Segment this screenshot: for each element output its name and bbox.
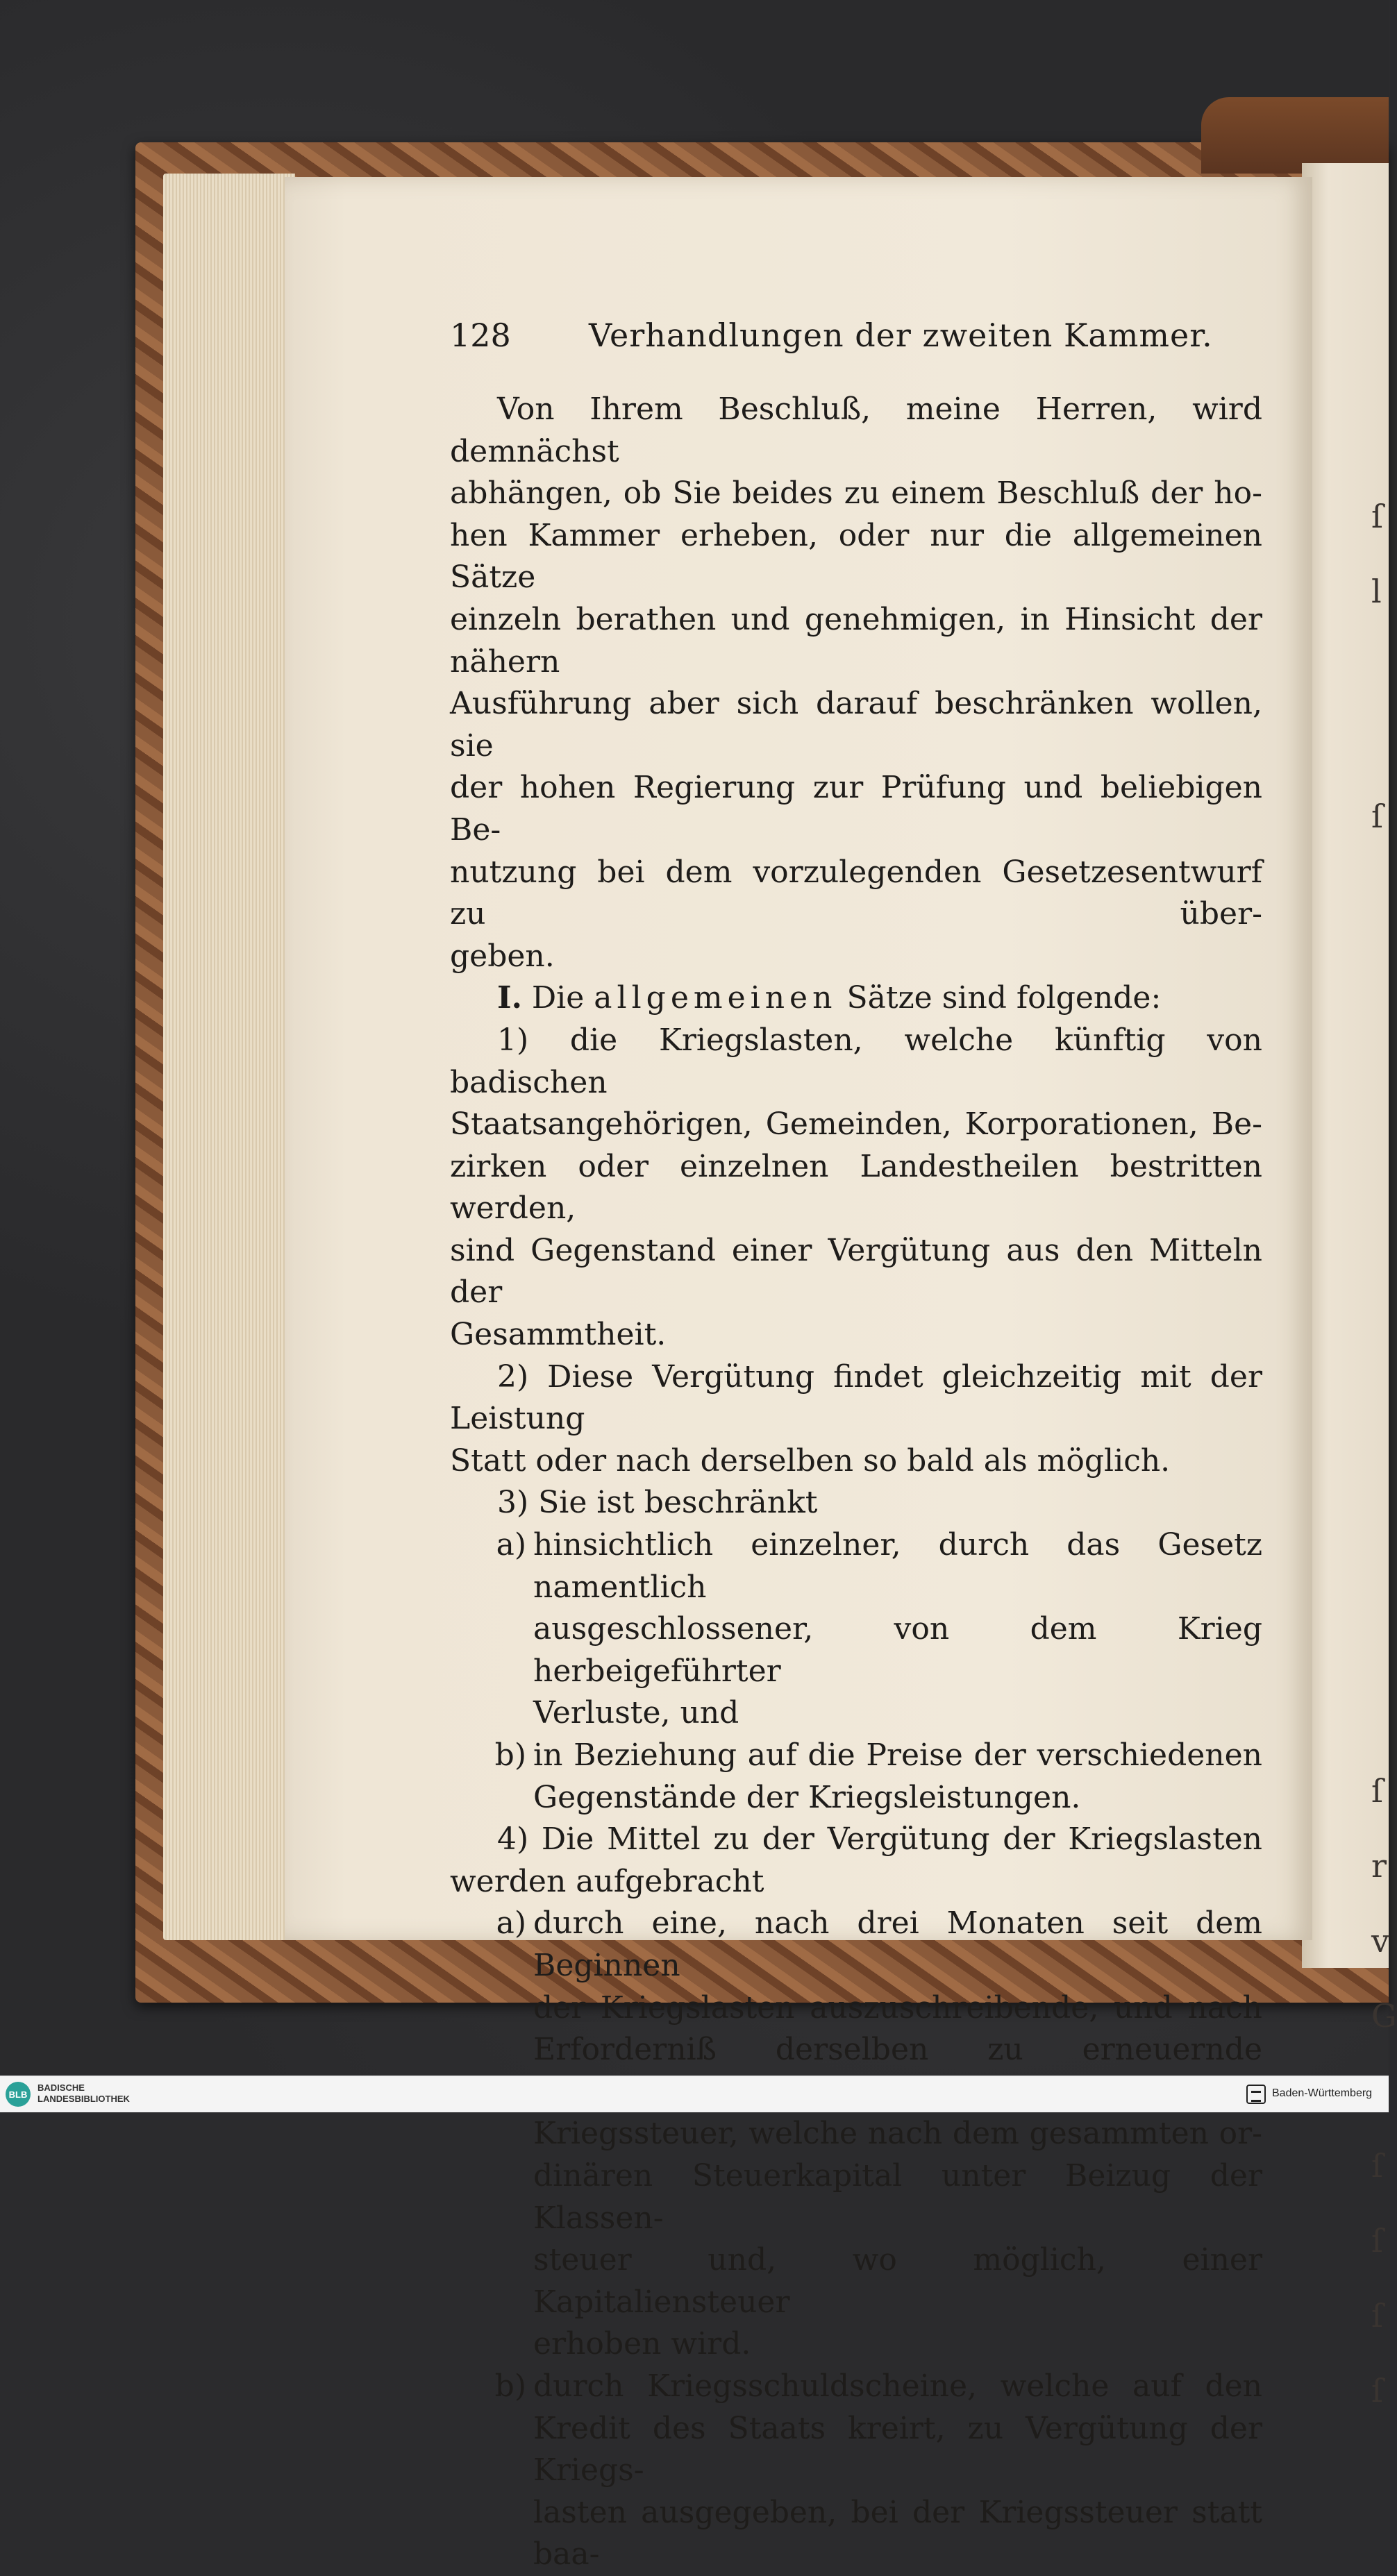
item-label: a)	[496, 1905, 526, 1942]
text-line: sind Gegenstand einer Vergütung aus den Mitteln der	[450, 1232, 1262, 1311]
text-line: durch eine, nach drei Monaten seit dem Beginnen	[533, 1905, 1262, 1983]
text-line: nutzung bei dem vorzulegenden Gesetzesentwurf zu über-	[450, 854, 1262, 932]
section-pre: Die	[531, 980, 585, 1016]
text-line: Von Ihrem Beschluß, meine Herren, wird demnächst	[450, 392, 1262, 469]
library-name-line2: LANDESBIBLIOTHEK	[37, 2094, 130, 2104]
text-line: Gegenstände der Kriegsleistungen.	[533, 1779, 1081, 1815]
bw-coat-of-arms-icon[interactable]	[1246, 2085, 1266, 2104]
item-3: 3) Sie ist beschränkt	[497, 1485, 818, 1521]
text-line: 2) Diese Vergütung findet gleichzeitig mit der Leistung	[450, 1358, 1262, 1437]
intro-paragraph	[450, 389, 1262, 977]
section-label: I.	[497, 980, 522, 1016]
page-edges	[163, 174, 295, 1940]
text-line: werden aufgebracht	[450, 1863, 764, 1899]
text-line: Staatsangehörigen, Gemeinden, Korporationen, Be-	[450, 1106, 1262, 1143]
text-line: Gesammtheit.	[450, 1317, 667, 1353]
text-line: 1) die Kriegslasten, welche künftig von badischen	[450, 1022, 1262, 1100]
text-line: der Kriegslasten auszuschreibende, und nach	[533, 1989, 1262, 2026]
text-line: 4) Die Mittel zu der Vergütung der Kriegslasten	[497, 1821, 1262, 1858]
text-line: Ausführung aber sich darauf beschränken wollen, sie	[450, 686, 1262, 764]
text-line: Kriegssteuer, welche nach dem gesammten or-	[533, 2116, 1262, 2152]
text-line: abhängen, ob Sie beides zu einem Beschluß der ho-	[450, 475, 1262, 512]
state-name[interactable]: Baden-Württemberg	[1272, 2087, 1373, 2099]
item-label: b)	[494, 2368, 526, 2404]
text-line: dinären Steuerkapital unter Beizug der Klassen-	[533, 2157, 1262, 2236]
page-header	[450, 317, 1269, 354]
library-name[interactable]	[37, 2082, 130, 2105]
text-line: Erforderniß derselben zu erneuernde	[533, 2032, 1262, 2068]
text-line: einzeln berathen und genehmigen, in Hinsicht der nähern	[450, 601, 1262, 680]
page-text	[450, 389, 1262, 2576]
section-post: Sätze sind folgende:	[846, 980, 1162, 1016]
text-line: durch Kriegsschuldscheine, welche auf den	[533, 2368, 1262, 2404]
facing-page-text: ſ l ſ ſ r v G ſ ſ ſ ſ	[1371, 498, 1397, 2409]
section-heading	[450, 977, 1262, 1020]
page-number: 128	[450, 317, 511, 354]
text-line: in Beziehung auf die Preise der verschiedenen	[533, 1737, 1262, 1773]
text-line: zirken oder einzelnen Landestheilen bestritten werden,	[450, 1148, 1262, 1227]
item-label: a)	[496, 1527, 526, 1563]
text-line: hinsichtlich einzelner, durch das Gesetz namentlich	[533, 1527, 1262, 1605]
text-line: hen Kammer erheben, oder nur die allgemeinen Sätze	[450, 517, 1262, 596]
text-line: Verluste, und	[533, 1695, 739, 1731]
item-3a	[450, 1524, 1262, 1735]
footer-bar	[0, 2076, 1389, 2112]
blb-logo-icon[interactable]: BLB	[6, 2082, 31, 2107]
text-line: ausgeschlossener, von dem Krieg herbeigeführter	[533, 1611, 1262, 1689]
item-3b	[450, 1735, 1262, 1819]
text-line: lasten ausgegeben, bei der Kriegssteuer statt baa-	[533, 2494, 1262, 2573]
item-4a	[450, 1903, 1262, 2366]
text-line: Kredit des Staats kreirt, zu Vergütung der Kriegs-	[533, 2410, 1262, 2489]
item-4	[450, 1819, 1262, 1903]
text-line: geben.	[450, 938, 555, 974]
text-line: steuer und, wo möglich, einer Kapitaliensteuer	[533, 2242, 1262, 2320]
text-line: Statt oder nach derselben so bald als möglich.	[450, 1442, 1171, 1479]
item-2	[450, 1356, 1262, 1483]
text-line: erhoben wird.	[533, 2326, 751, 2362]
item-4b	[450, 2366, 1262, 2576]
text-line: der hohen Regierung zur Prüfung und beliebigen Be-	[450, 770, 1262, 848]
item-1	[450, 1020, 1262, 1356]
book-spine	[1201, 97, 1389, 174]
section-spaced-word: allgemeinen	[594, 980, 837, 1016]
running-head: Verhandlungen der zweiten Kammer.	[589, 317, 1213, 354]
library-name-line1: BADISCHE	[37, 2082, 85, 2093]
item-label: b)	[494, 1737, 526, 1773]
